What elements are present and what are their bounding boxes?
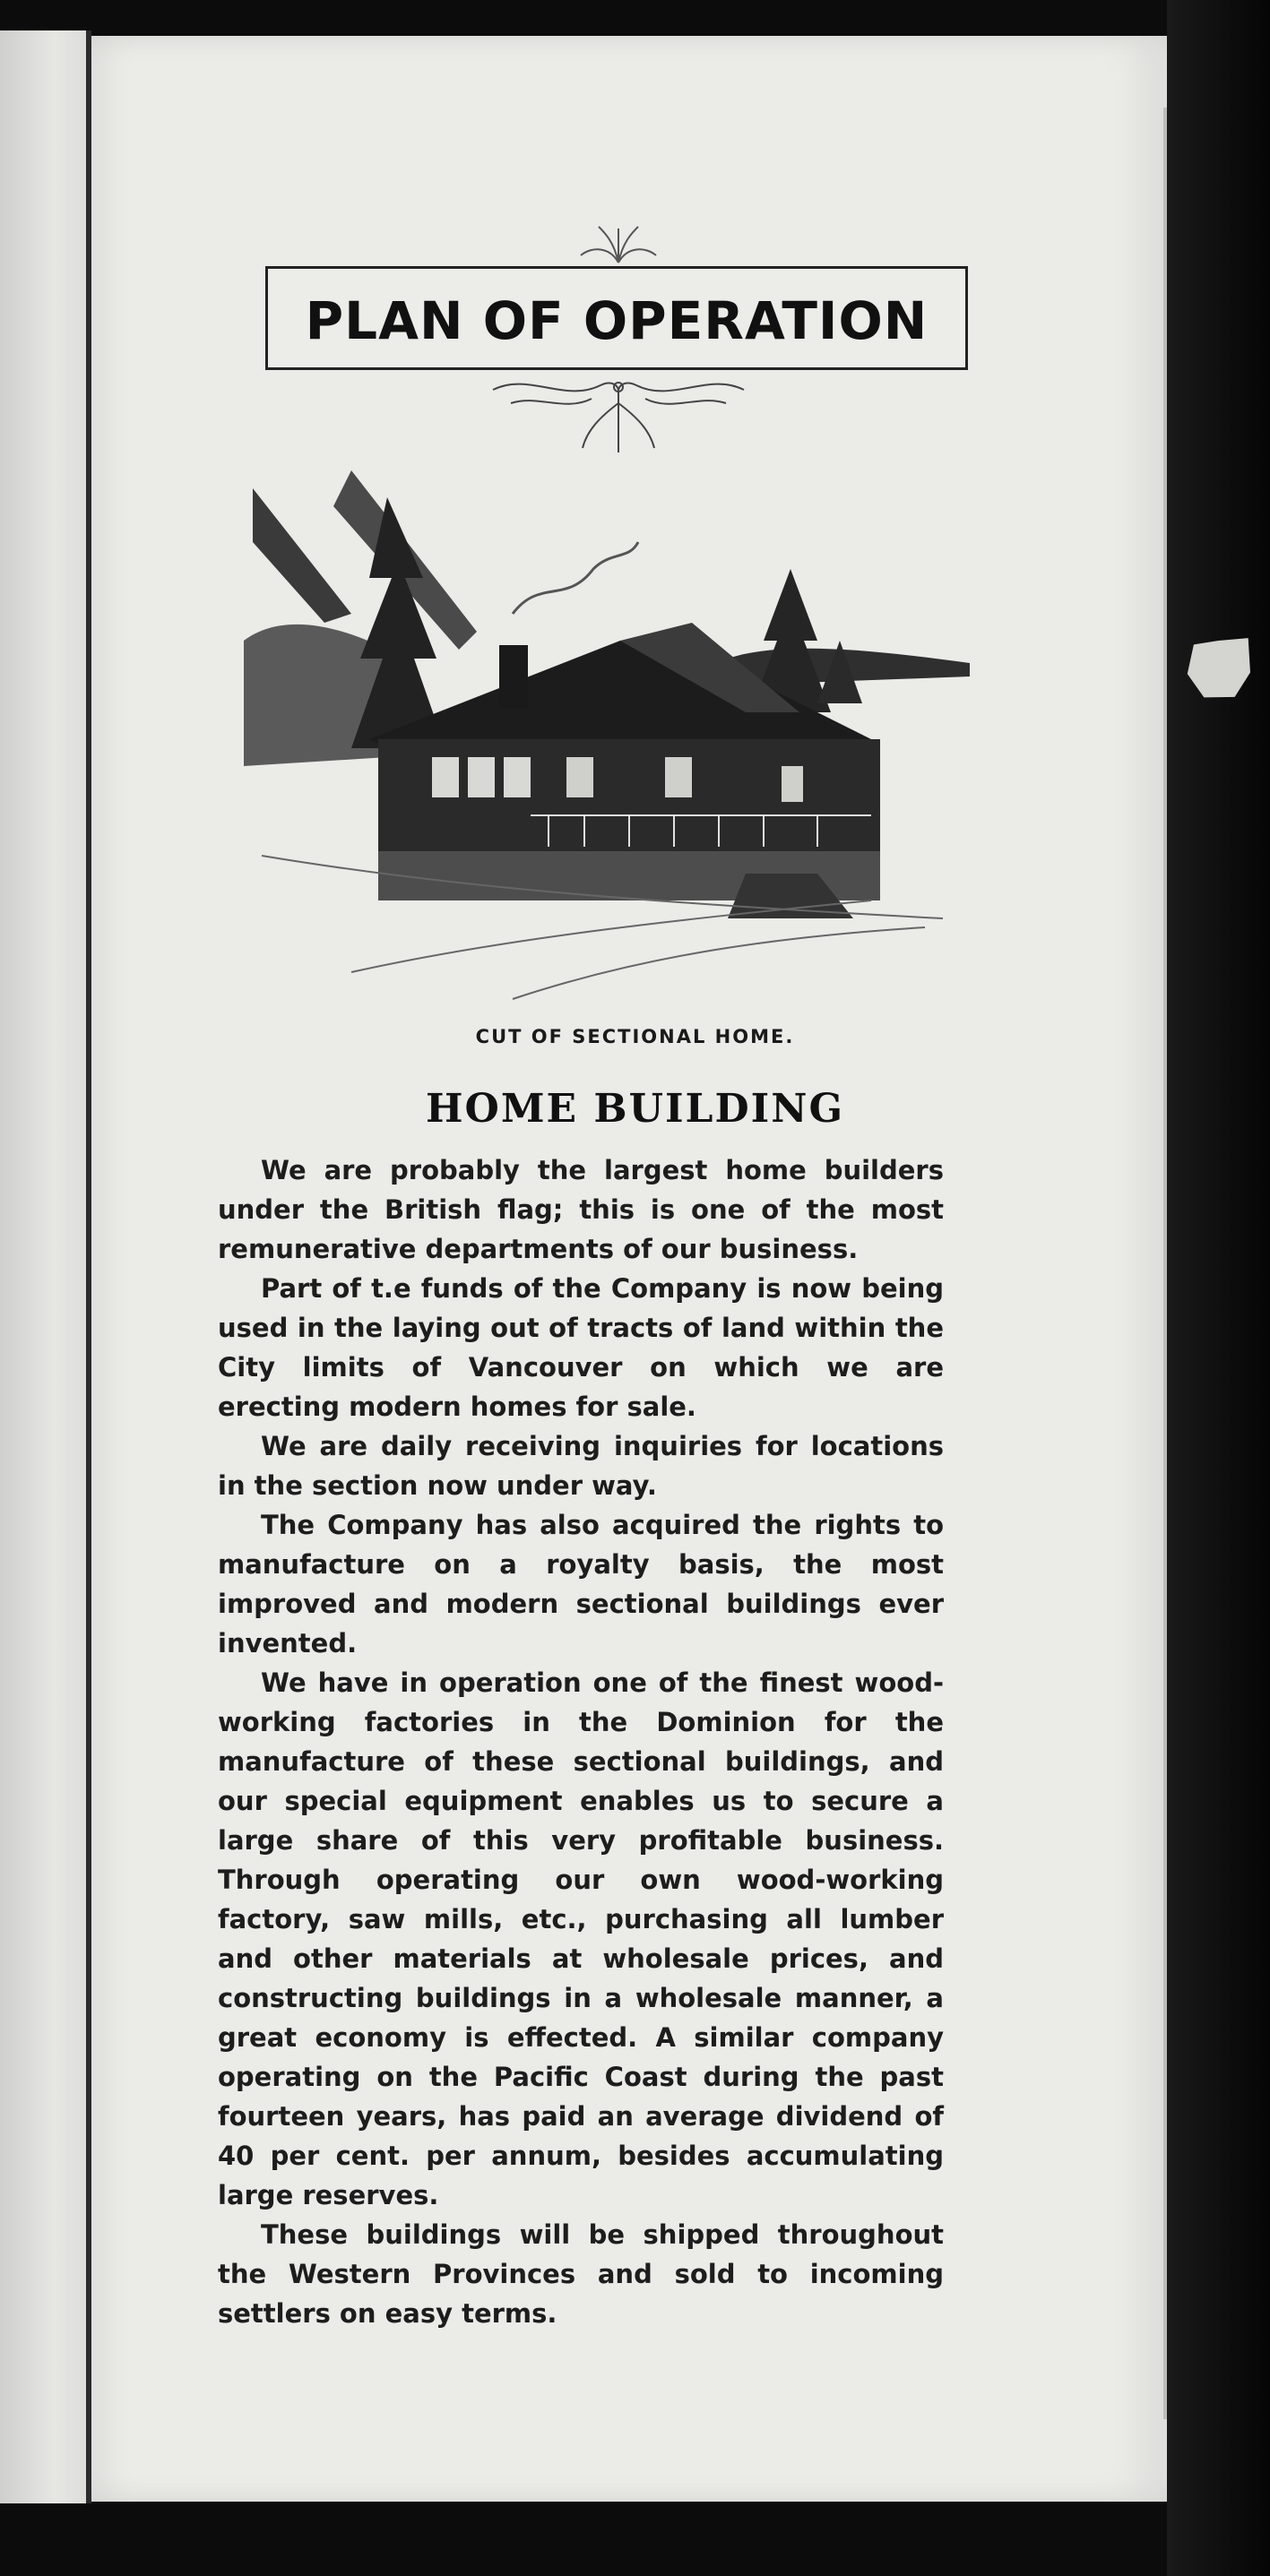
facing-page-edge — [0, 30, 91, 2503]
paragraph: The Company has also acquired the rights to manufacture on a royalty basis, the most improved and modern sectional buildings ever invented. — [218, 1510, 944, 1658]
leaf-ornament-icon — [574, 220, 663, 264]
paragraph: These buildings will be shipped throughout the Western Provinces and sold to incoming settlers on easy terms. — [218, 2219, 944, 2329]
page-title: PLAN OF OPERATION — [305, 290, 929, 351]
paragraph: Part of t.e funds of the Company is now being used in the laying out of tracts of land within the City limits of Vancouver on which we are erecting modern homes for sale. — [218, 1273, 944, 1422]
body-text — [218, 1150, 944, 2333]
sectional-home-illustration — [244, 470, 979, 1008]
paragraph: We are daily receiving inquiries for locations in the section now under way. — [218, 1431, 944, 1501]
paragraph: We have in operation one of the finest wood-working factories in the Dominion for the manufacture of these sectional buildings, and our special equipment enables us to secure a large share of this very profitable business. Through operating our own wood-working factory, saw mills, etc., purchasing all lumber and other materials at wholesale prices, and constructing buildings in a wholesale manner, a great economy is effected. A similar company operating on the Pacific Coast during the past fourteen years, has paid an average dividend of 40 per cent. per annum, besides accumulating large reserves. — [218, 1667, 944, 2210]
title-box — [265, 266, 968, 370]
page-edge-line — [1163, 108, 1167, 2419]
paragraph: We are probably the largest home builders under the British flag; this is one of the most remunerative departments of our business. — [218, 1155, 944, 1264]
illustration-caption: CUT OF SECTIONAL HOME. — [475, 1026, 795, 1047]
scroll-ornament-icon — [484, 367, 753, 457]
scan-right-border — [1167, 0, 1270, 2576]
section-heading: HOME BUILDING — [425, 1086, 845, 1132]
